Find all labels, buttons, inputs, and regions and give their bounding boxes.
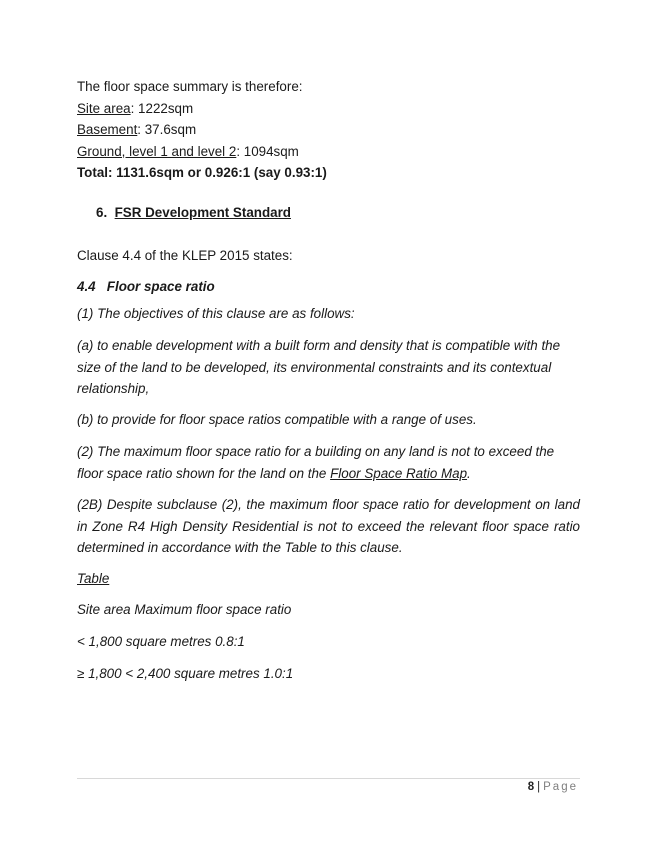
- table-row-2: ≥ 1,800 < 2,400 square metres 1.0:1: [77, 666, 294, 681]
- clause-heading: [77, 276, 580, 298]
- table-label: Table: [77, 571, 110, 586]
- summary-levels: [77, 141, 580, 163]
- section-title: FSR Development Standard: [114, 205, 291, 220]
- section-number: 6.: [96, 205, 108, 220]
- floor-space-summary: [77, 76, 580, 184]
- clause-objectives: (1) The objectives of this clause are as follows:: [77, 306, 355, 321]
- footer-divider: [77, 778, 580, 779]
- subclause-2: [77, 441, 580, 484]
- summary-total: Total: 1131.6sqm or 0.926:1 (say 0.93:1): [77, 165, 327, 180]
- basement-value: : 37.6sqm: [137, 122, 197, 137]
- summary-site-area: [77, 98, 580, 120]
- table-header: Site area Maximum floor space ratio: [77, 602, 292, 617]
- summary-intro: The floor space summary is therefore:: [77, 79, 303, 94]
- section-heading: [96, 202, 576, 224]
- footer-separator: |: [537, 781, 541, 793]
- subclause-2-end: .: [467, 465, 471, 481]
- site-area-value: : 1222sqm: [130, 100, 194, 116]
- levels-value: : 1094sqm: [236, 143, 299, 159]
- page-footer: [528, 781, 578, 793]
- clause-number: 4.4: [77, 279, 96, 294]
- page-label: Page: [543, 781, 578, 793]
- subclause-2-text: (2) The maximum floor space ratio for a building on any land is not to exceed the floor space ratio shown for the land on the: [77, 444, 555, 481]
- site-area-label: Site area: [77, 100, 131, 116]
- objective-a: (a) to enable development with a built form and density that is compatible with the size of the land to be developed, its environmental constraints and its contextual relationship,: [77, 338, 561, 396]
- page-number: 8: [527, 781, 535, 793]
- clause-title: Floor space ratio: [106, 279, 215, 294]
- clause-intro: Clause 4.4 of the KLEP 2015 states:: [77, 248, 293, 263]
- table-row-1: < 1,800 square metres 0.8:1: [77, 634, 245, 649]
- basement-label: Basement: [77, 122, 138, 137]
- floor-space-ratio-map-link[interactable]: Floor Space Ratio Map: [330, 465, 468, 481]
- subclause-2b: (2B) Despite subclause (2), the maximum floor space ratio for development on land in Zone R4 High Density Residential is not to exceed the relevant floor space ratio determined in accordance with the Table to this clause.: [77, 497, 580, 555]
- objective-b: (b) to provide for floor space ratios compatible with a range of uses.: [77, 412, 477, 427]
- levels-label: Ground, level 1 and level 2: [77, 143, 237, 159]
- summary-basement: [77, 119, 580, 141]
